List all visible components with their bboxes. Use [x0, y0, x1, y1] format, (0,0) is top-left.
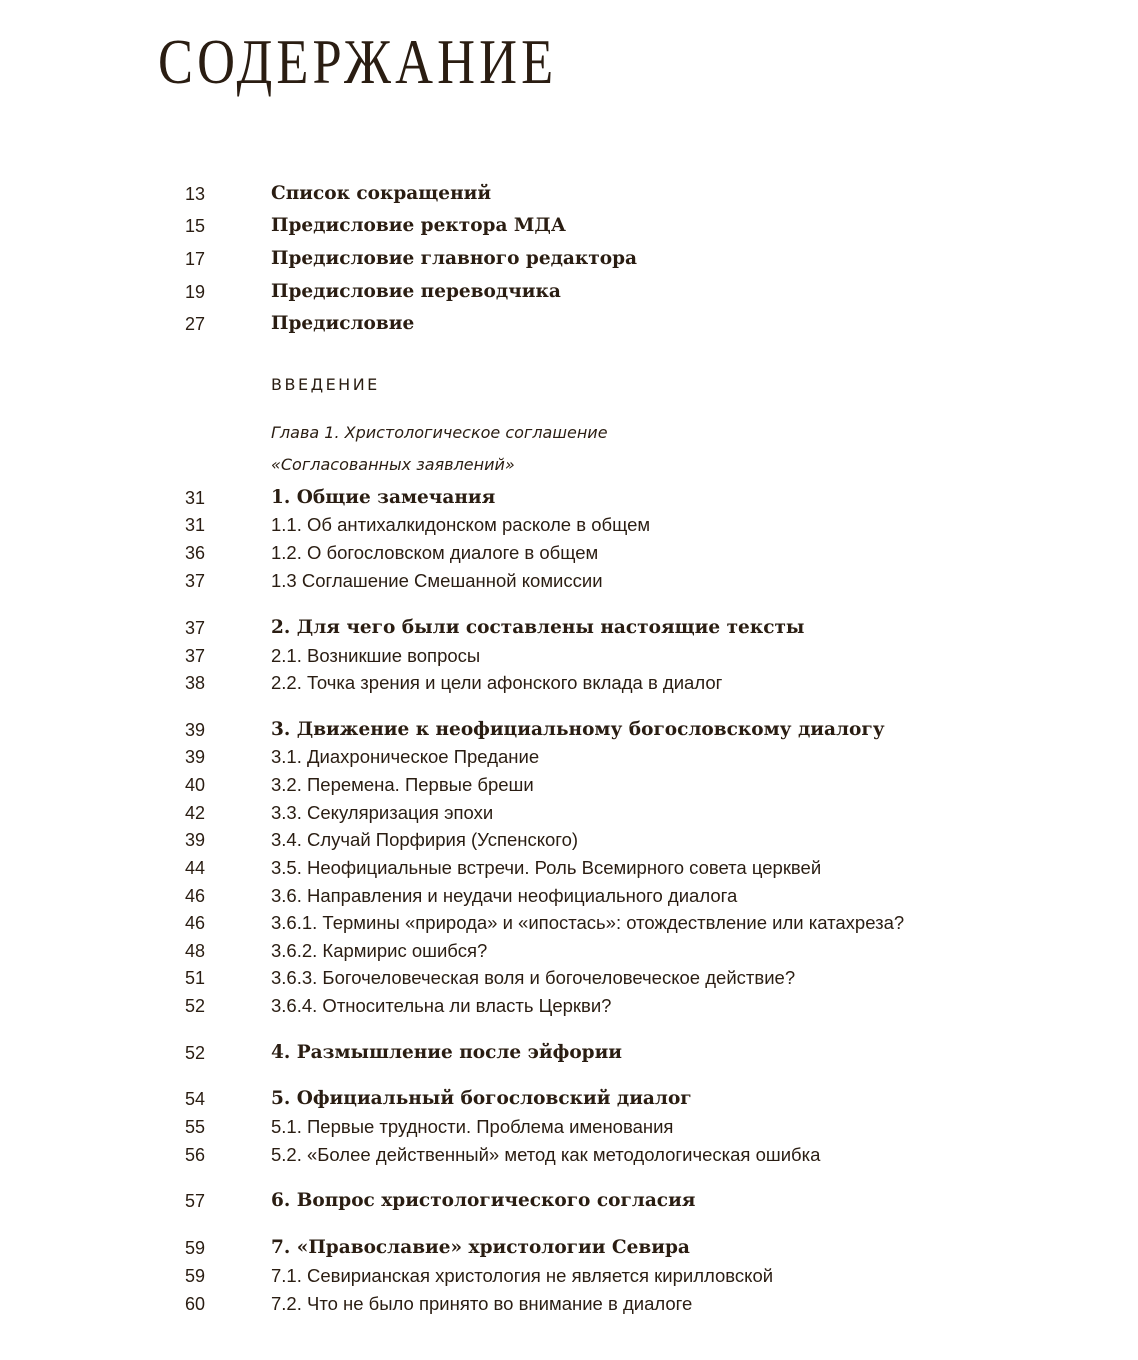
toc-page-number: 59 [185, 1266, 206, 1286]
toc-entry [0, 511, 1100, 539]
toc-page-number: 37 [185, 646, 206, 666]
toc-page-number: 54 [185, 1089, 206, 1109]
toc-entry-title: 3.2. Перемена. Первые бреши [271, 774, 534, 795]
toc-entry-title: Глава 1. Христологическое соглашение [271, 423, 608, 442]
toc-page-number: 44 [185, 858, 206, 878]
toc-entry-title: 3.6.4. Относительна ли власть Церкви? [271, 995, 612, 1016]
toc-page-number: 39 [185, 720, 206, 740]
toc-page-number: 40 [185, 775, 206, 795]
toc-entry-title: 5.2. «Более действенный» метод как методологическая ошибка [271, 1144, 821, 1165]
toc-entry-title: Предисловие главного редактора [271, 248, 637, 269]
toc-entry-title: Предисловие [271, 313, 415, 334]
toc-entry [0, 212, 1100, 240]
toc-entry-title: «Согласованных заявлений» [271, 455, 515, 474]
toc-entry [0, 992, 1100, 1020]
toc-page-number: 51 [185, 968, 206, 988]
toc-entry [0, 1187, 1100, 1215]
toc-entry-title: 3.5. Неофициальные встречи. Роль Всемирного совета церквей [271, 857, 822, 878]
toc-page-number: 46 [185, 913, 206, 933]
toc-entry [0, 909, 1100, 937]
toc-entry-title: 1. Общие замечания [271, 487, 496, 508]
toc-page-number: 37 [185, 618, 206, 638]
toc-entry [0, 642, 1100, 670]
toc-entry-title: 3. Движение к неофициальному богословскому диалогу [271, 719, 885, 740]
toc-page-number: 55 [185, 1117, 206, 1137]
toc-entry [0, 771, 1100, 799]
toc-entry-title: 3.6.1. Термины «природа» и «ипостась»: отождествление или катахреза? [271, 912, 905, 933]
toc-entry-title: Список сокращений [271, 183, 492, 204]
toc-page-number: 42 [185, 803, 206, 823]
toc-entry [0, 1113, 1100, 1141]
toc-entry-title: ВВЕДЕНИЕ [271, 375, 380, 394]
toc-entry-title: 2. Для чего были составлены настоящие тексты [271, 617, 805, 638]
toc-page-number: 31 [185, 515, 206, 535]
toc-entry-title: 3.3. Секуляризация эпохи [271, 802, 494, 823]
toc-entry-title: 3.1. Диахроническое Предание [271, 746, 540, 767]
toc-page-number: 52 [185, 996, 206, 1016]
toc-entry-title: 3.6. Направления и неудачи неофициального диалога [271, 885, 738, 906]
toc-page-number: 39 [185, 747, 206, 767]
toc-entry-title: 5. Официальный богословский диалог [271, 1088, 692, 1109]
toc-entry-title: 2.1. Возникшие вопросы [271, 645, 481, 666]
toc-entry [0, 799, 1100, 827]
toc-entry-title: Предисловие переводчика [271, 281, 561, 302]
toc-entry [0, 484, 1100, 512]
toc-entry-title: 7. «Православие» христологии Севира [271, 1237, 690, 1258]
toc-entry [0, 1262, 1100, 1290]
toc-entry [0, 937, 1100, 965]
toc-page-number: 46 [185, 886, 206, 906]
toc-entry-title: 1.2. О богословском диалоге в общем [271, 542, 599, 563]
toc-page-number: 48 [185, 941, 206, 961]
toc-entry [0, 1290, 1100, 1318]
toc-entry [0, 854, 1100, 882]
toc-entry-title: 1.3 Соглашение Смешанной комиссии [271, 570, 603, 591]
toc-entry [0, 743, 1100, 771]
toc-page-number: 31 [185, 488, 206, 508]
toc-entry [0, 567, 1100, 595]
toc-entry [0, 310, 1100, 338]
toc-entry-title: 3.6.3. Богочеловеческая воля и богочеловеческое действие? [271, 967, 796, 988]
toc-entry [0, 716, 1100, 744]
toc-entry [0, 539, 1100, 567]
toc-entry [0, 1234, 1100, 1262]
toc-entry [0, 1085, 1100, 1113]
toc-entry-title: 3.6.2. Кармирис ошибся? [271, 940, 488, 961]
toc-entry [0, 278, 1100, 306]
page-title: СОДЕРЖАНИЕ [158, 26, 558, 97]
toc-chapter-heading [0, 419, 1100, 447]
toc-page-number: 38 [185, 673, 206, 693]
toc-entry-title: 7.1. Севирианская христология не является кирилловской [271, 1265, 774, 1286]
toc-section-heading [0, 371, 1100, 399]
toc-page-number: 36 [185, 543, 206, 563]
toc-page-number: 17 [185, 249, 206, 269]
toc-chapter-heading [0, 451, 1100, 479]
toc-entry-title: 3.4. Случай Порфирия (Успенского) [271, 829, 579, 850]
toc-page-number: 37 [185, 571, 206, 591]
toc-page-number: 19 [185, 282, 206, 302]
toc-page-number: 27 [185, 314, 206, 334]
toc-entry-title: 4. Размышление после эйфории [271, 1042, 623, 1063]
toc-entry [0, 1141, 1100, 1169]
toc-entry [0, 245, 1100, 273]
toc-entry [0, 1039, 1100, 1067]
toc-page-number: 60 [185, 1294, 206, 1314]
toc-page-number: 56 [185, 1145, 206, 1165]
toc-page-number: 39 [185, 830, 206, 850]
toc-entry-title: 6. Вопрос христологического согласия [271, 1190, 696, 1211]
toc-entry [0, 180, 1100, 208]
toc-page-number: 57 [185, 1191, 206, 1211]
toc-entry-title: 7.2. Что не было принято во внимание в диалоге [271, 1293, 693, 1314]
toc-entry-title: 2.2. Точка зрения и цели афонского вклада в диалог [271, 672, 723, 693]
toc-entry [0, 826, 1100, 854]
toc-entry-title: Предисловие ректора МДА [271, 215, 566, 236]
toc-entry-title: 5.1. Первые трудности. Проблема именования [271, 1116, 674, 1137]
toc-page-number: 13 [185, 184, 206, 204]
toc-entry [0, 614, 1100, 642]
toc-page-number: 52 [185, 1043, 206, 1063]
toc-entry [0, 882, 1100, 910]
toc-entry [0, 964, 1100, 992]
toc-page-number: 15 [185, 216, 206, 236]
toc-entry-title: 1.1. Об антихалкидонском расколе в общем [271, 514, 651, 535]
toc-page-number: 59 [185, 1238, 206, 1258]
toc-entry [0, 669, 1100, 697]
